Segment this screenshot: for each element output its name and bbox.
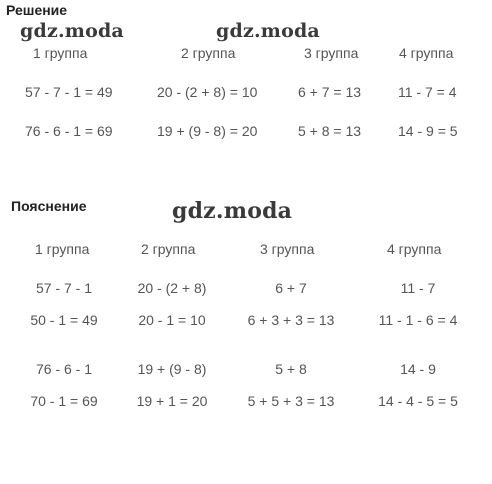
group-label: 1 группа (33, 45, 88, 61)
expression: 6 + 3 + 3 = 13 (247, 312, 335, 328)
expression: 6 + 7 (275, 280, 307, 296)
expression: 14 - 9 = 5 (398, 123, 458, 139)
expression: 5 + 5 + 3 = 13 (247, 393, 335, 409)
group-label: 4 группа (399, 45, 454, 61)
expression: 19 + 1 = 20 (136, 393, 208, 409)
expression: 6 + 7 = 13 (298, 84, 362, 100)
expression: 50 - 1 = 49 (30, 312, 98, 328)
expression: 20 - 1 = 10 (138, 312, 206, 328)
group-label: 1 группа (35, 241, 90, 257)
expression: 57 - 7 - 1 (35, 280, 93, 296)
group-label: 3 группа (304, 45, 359, 61)
group-label: 2 группа (181, 45, 236, 61)
expression: 5 + 8 = 13 (298, 123, 362, 139)
expression: 76 - 6 - 1 = 69 (25, 123, 113, 139)
expression: 5 + 8 (275, 361, 307, 377)
expression: 70 - 1 = 69 (30, 393, 98, 409)
expression: 57 - 7 - 1 = 49 (25, 84, 113, 100)
group-label: 3 группа (260, 241, 315, 257)
expression: 76 - 6 - 1 (35, 361, 93, 377)
watermark-logo: gdz.moda (216, 20, 320, 42)
expression: 20 - (2 + 8) (137, 280, 207, 296)
expression: 19 + (9 - 8) (137, 361, 207, 377)
expression: 14 - 4 - 5 = 5 (378, 393, 458, 409)
expression: 11 - 7 (400, 280, 436, 296)
section-title-solution: Решение (6, 2, 68, 18)
watermark-logo: gdz.moda (20, 20, 124, 42)
expression: 19 + (9 - 8) = 20 (157, 123, 258, 139)
expression: 20 - (2 + 8) = 10 (157, 84, 258, 100)
expression: 11 - 1 - 6 = 4 (378, 312, 458, 328)
group-label: 2 группа (141, 241, 196, 257)
expression: 14 - 9 (400, 361, 436, 377)
section-title-explanation: Пояснение (11, 198, 87, 214)
expression: 11 - 7 = 4 (398, 84, 457, 100)
group-label: 4 группа (387, 241, 442, 257)
watermark-logo: gdz.moda (172, 198, 293, 224)
